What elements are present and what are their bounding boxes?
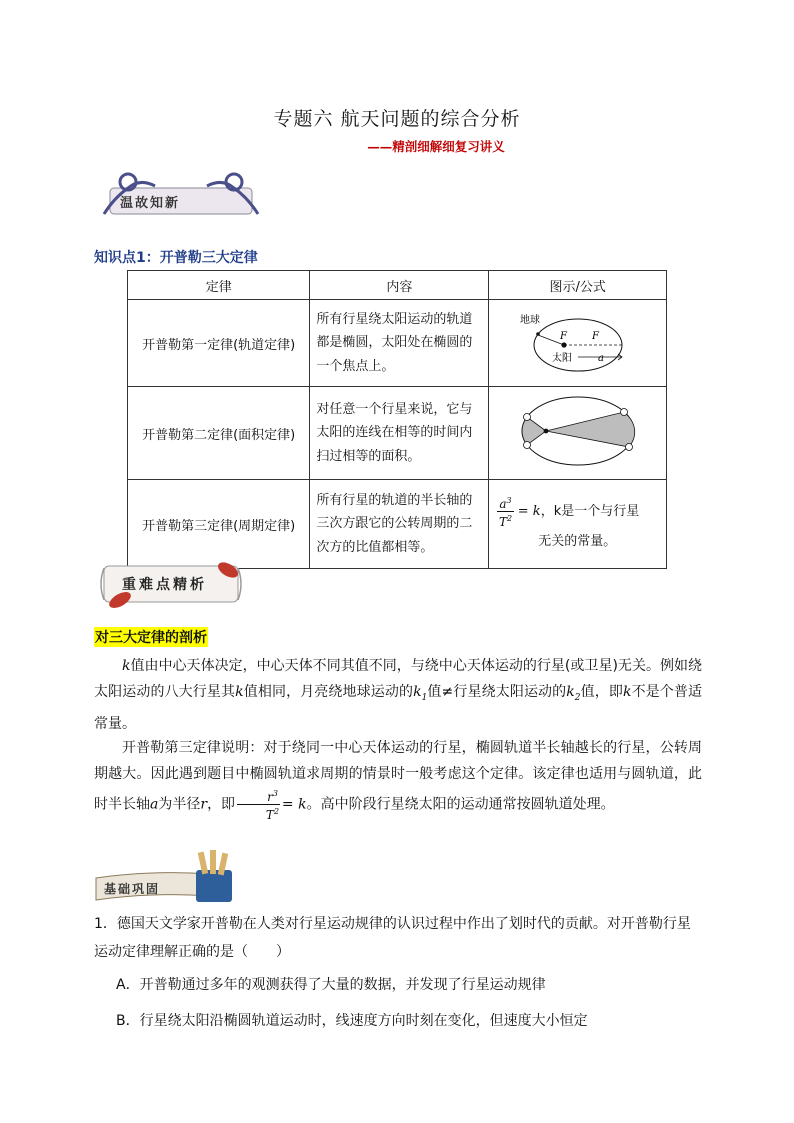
semi-axis-label: a — [597, 353, 604, 364]
focus-label: F — [559, 331, 567, 342]
review-banner — [100, 168, 262, 218]
circular-orbit-fraction: $\frac{r^3}{T^2}$ — [237, 787, 280, 822]
analysis-paragraph-2: 开普勒第三定律说明：对于绕同一中心天体运动的行星，椭圆轨道半长轴越长的行星，公转周期越大。因此遇到题目中椭圆轨道求周期的情景时一般考虑这个定律。该定律也适用与圆轨道，此时半长轴a为半径r，即 $\frac{r^3}{T^2}$ = k。高中阶段行星绕太阳的运动通常按圆轨道处理。 — [94, 740, 702, 822]
page-title: 专题六 航天问题的综合分析 — [273, 108, 521, 130]
key-points-banner — [98, 556, 244, 612]
period-law-fraction: $\frac{a^3}{T^2}$ — [498, 495, 513, 529]
page-subtitle: ——精剖细解细复习讲义 — [367, 139, 505, 154]
scroll-bucket-icon — [92, 848, 242, 906]
analysis-paragraph-1: k值由中心天体决定，中心天体不同其值不同，与绕中心天体运动的行星(或卫星)无关。例如绕太阳运动的八大行星其k值相同，月亮绕地球运动的$k_1$值≠行星绕太阳运动的$k_2$值，即k不是个普适常量。 — [94, 658, 703, 732]
option-b[interactable]: B．行星绕太阳沿椭圆轨道运动时，线速度方向时刻在变化，但速度大小恒定 — [116, 1013, 588, 1029]
area-law-figure — [489, 387, 667, 480]
table-header: 图示/公式 — [489, 271, 667, 300]
key-points-banner-label: 重难点精析 — [122, 577, 207, 593]
ellipse-orbit-figure — [489, 300, 667, 387]
table-row — [128, 300, 667, 387]
question-stem: 1．德国天文学家开普勒在人类对行星运动规律的认识过程中作出了划时代的贡献。对开普勒行星运动定律理解正确的是（ ） — [94, 916, 691, 960]
analysis-heading: 对三大定律的剖析 — [94, 627, 208, 647]
law-name: 开普勒第一定律(轨道定律) — [128, 300, 310, 387]
law-content: 所有行星绕太阳运动的轨道都是椭圆，太阳处在椭圆的一个焦点上。 — [310, 300, 489, 387]
basic-banner-label: 基础巩固 — [104, 882, 161, 896]
area-law-diagram — [498, 391, 658, 471]
review-banner-label: 温故知新 — [120, 196, 181, 211]
law-name: 开普勒第二定律(面积定律) — [128, 387, 310, 480]
sun-label: 太阳 — [551, 353, 572, 364]
ellipse-orbit-diagram — [498, 305, 658, 377]
planet-label: 地球 — [519, 315, 540, 326]
law-content: 所有行星的轨道的半长轴的三次方跟它的公转周期的二次方的比值都相等。 — [310, 480, 489, 569]
period-law-formula: $\frac{a^3}{T^2}$ = k，k是一个与行星 无关的常量。 — [489, 480, 667, 569]
option-a[interactable]: A．开普勒通过多年的观测获得了大量的数据，并发现了行星运动规律 — [116, 977, 546, 993]
table-header: 内容 — [310, 271, 489, 300]
basic-banner — [92, 848, 242, 906]
kepler-laws-table — [127, 270, 667, 569]
law-content: 对任意一个行星来说，它与太阳的连线在相等的时间内扫过相等的面积。 — [310, 387, 489, 480]
table-header: 定律 — [128, 271, 310, 300]
section-heading-kepler: 知识点1：开普勒三大定律 — [94, 250, 258, 266]
law-name: 开普勒第三定律(周期定律) — [128, 480, 310, 569]
table-row — [128, 387, 667, 480]
focus-label: F — [591, 331, 599, 342]
